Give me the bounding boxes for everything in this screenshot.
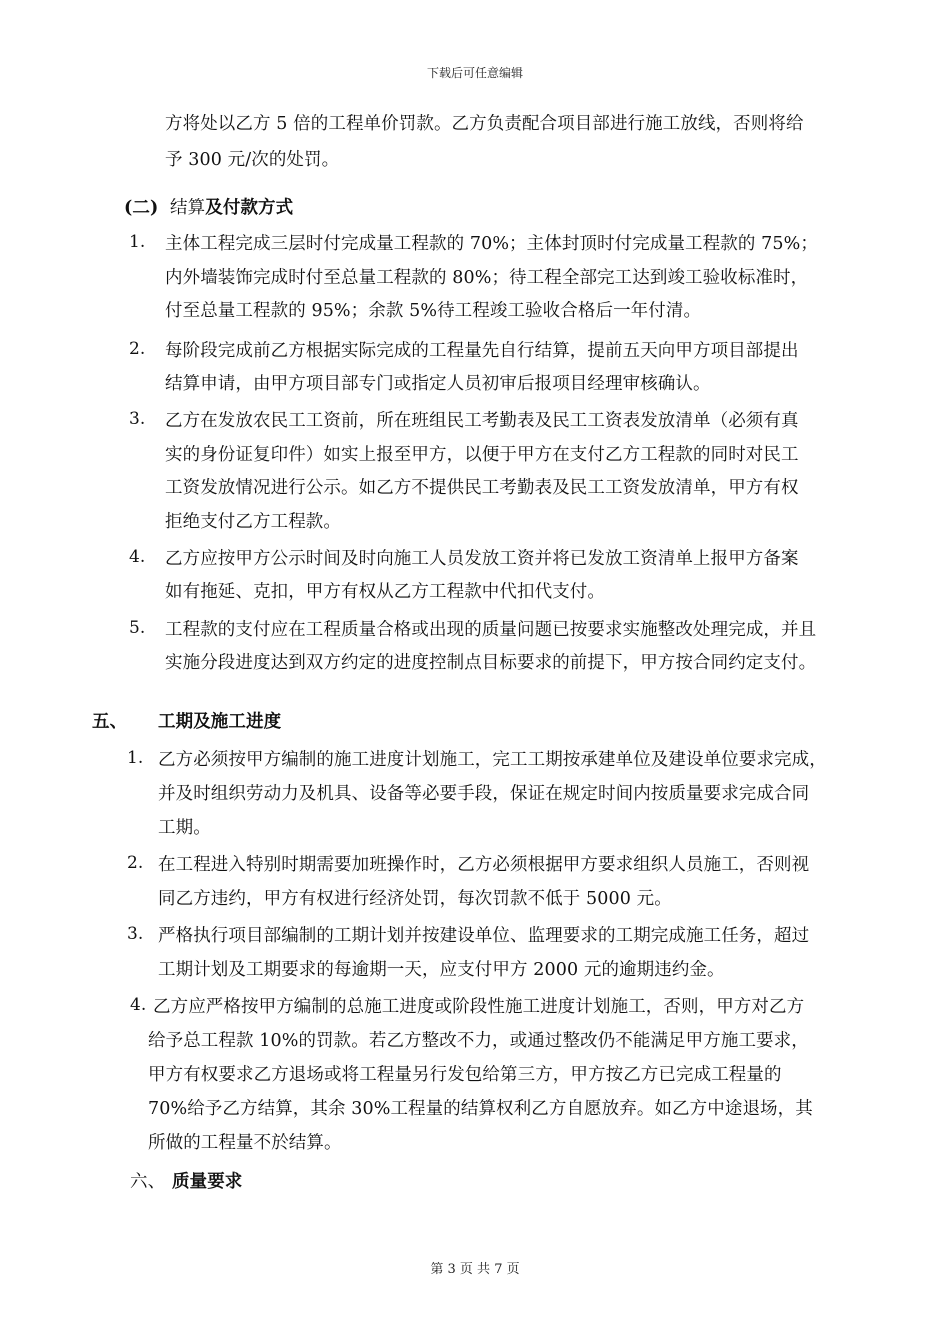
list-item-line: 结算申请，由甲方项目部专门或指定人员初审后报项目经理审核确认。 xyxy=(165,374,711,394)
list-item-line: 工期。 xyxy=(158,818,211,838)
list-item-line: 拒绝支付乙方工程款。 xyxy=(165,512,341,532)
page-header: 下载后可任意编辑 xyxy=(426,66,523,80)
item-number: 2. xyxy=(129,339,146,359)
item-number: 4. xyxy=(130,995,147,1015)
list-item-line: 工程款的支付应在工程质量合格或出现的质量问题已按要求实施整改处理完成，并且 xyxy=(165,620,817,640)
subsection-heading xyxy=(124,194,293,219)
list-item-line: 内外墙装饰完成时付至总量工程款的 80%；待工程全部完工达到竣工验收标准时， xyxy=(165,268,809,288)
section-title: 质量要求 xyxy=(172,1172,243,1192)
subsection-marker: (二) xyxy=(124,198,159,218)
intro-line-1: 方将处以乙方 5 倍的工程单价罚款。乙方负责配合项目部进行施工放线，否则将给 xyxy=(165,114,804,134)
list-item-line: 付至总量工程款的 95%；余款 5%待工程竣工验收合格后一年付清。 xyxy=(165,301,702,321)
item-number: 1. xyxy=(127,748,144,768)
list-item-line: 乙方应按甲方公示时间及时向施工人员发放工资并将已发放工资清单上报甲方备案 xyxy=(165,549,799,569)
intro-line-2: 予 300 元/次的处罚。 xyxy=(165,150,340,170)
list-item-line: 同乙方违约，甲方有权进行经济处罚，每次罚款不低于 5000 元。 xyxy=(158,889,672,909)
subsection-title-plain: 结算 xyxy=(170,198,206,218)
section-title: 工期及施工进度 xyxy=(158,712,282,732)
list-item-line: 在工程进入特别时期需要加班操作时，乙方必须根据甲方要求组织人员施工，否则视 xyxy=(158,855,810,875)
list-item-line: 如有拖延、克扣，甲方有权从乙方工程款中代扣代支付。 xyxy=(165,582,605,602)
item-number: 1. xyxy=(129,232,146,252)
page-footer: 第 3 页 共 7 页 xyxy=(430,1262,520,1277)
subsection-title-bold: 及付款方式 xyxy=(205,198,294,218)
list-item-line: 乙方在发放农民工工资前，所在班组民工考勤表及民工工资表发放清单（必须有真 xyxy=(165,411,799,431)
list-item-line: 工期计划及工期要求的每逾期一天，应支付甲方 2000 元的逾期违约金。 xyxy=(158,960,725,980)
list-item-line: 主体工程完成三层时付完成量工程款的 70%；主体封顶时付完成量工程款的 75%； xyxy=(165,234,818,254)
list-item-line: 严格执行项目部编制的工期计划并按建设单位、监理要求的工期完成施工任务，超过 xyxy=(158,926,810,946)
item-number: 3. xyxy=(127,924,144,944)
list-item-line: 乙方应严格按甲方编制的总施工进度或阶段性施工进度计划施工，否则，甲方对乙方 xyxy=(153,997,805,1017)
item-number: 2. xyxy=(127,853,144,873)
section-marker: 五、 xyxy=(92,712,128,732)
section-marker: 六、 xyxy=(130,1172,166,1192)
list-item-line: 70%给予乙方结算，其余 30%工程量的结算权利乙方自愿放弃。如乙方中途退场，其 xyxy=(148,1099,813,1119)
list-item-line: 所做的工程量不於结算。 xyxy=(148,1133,342,1153)
list-item-line: 甲方有权要求乙方退场或将工程量另行发包给第三方，甲方按乙方已完成工程量的 xyxy=(148,1065,782,1085)
list-item-line: 并及时组织劳动力及机具、设备等必要手段，保证在规定时间内按质量要求完成合同 xyxy=(158,784,810,804)
item-number: 4. xyxy=(129,547,146,567)
list-item-line: 实的身份证复印件）如实上报至甲方，以便于甲方在支付乙方工程款的同时对民工 xyxy=(165,445,799,465)
list-item-line: 乙方必须按甲方编制的施工进度计划施工，完工工期按承建单位及建设单位要求完成， xyxy=(158,750,827,770)
list-item-line: 工资发放情况进行公示。如乙方不提供民工考勤表及民工工资发放清单，甲方有权 xyxy=(165,478,799,498)
list-item-line: 实施分段进度达到双方约定的进度控制点目标要求的前提下，甲方按合同约定支付。 xyxy=(165,653,817,673)
item-number: 5. xyxy=(129,618,146,638)
list-item-line: 每阶段完成前乙方根据实际完成的工程量先自行结算，提前五天向甲方项目部提出 xyxy=(165,341,799,361)
item-number: 3. xyxy=(129,409,146,429)
list-item-line: 给予总工程款 10%的罚款。若乙方整改不力，或通过整改仍不能满足甲方施工要求， xyxy=(148,1031,809,1051)
